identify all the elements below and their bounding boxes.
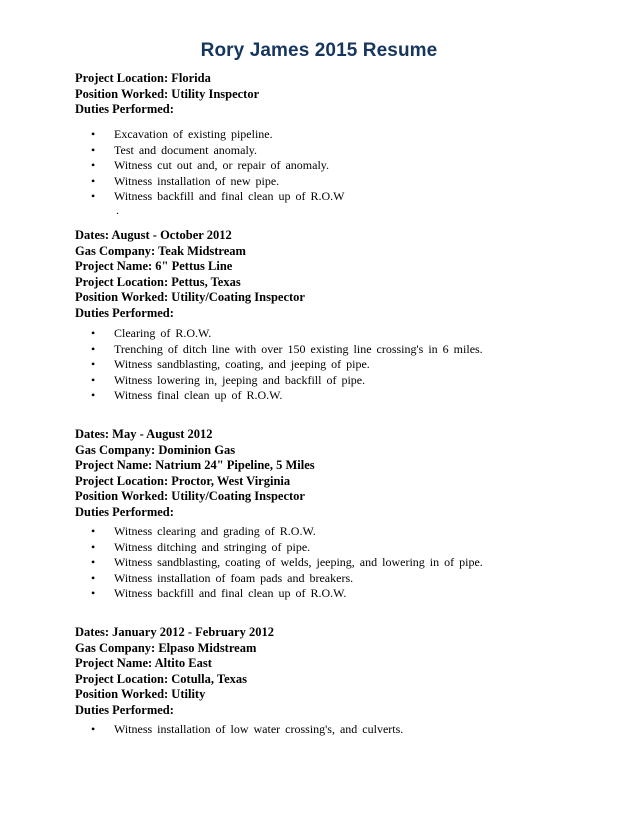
duties-heading: Duties Performed: — [75, 102, 174, 117]
bullet-icon: • — [91, 372, 96, 387]
bullet-icon: • — [91, 388, 96, 403]
trailing-period: . — [116, 203, 119, 217]
section-header — [75, 625, 274, 719]
bullet-icon: • — [91, 586, 96, 601]
project-name: Project Name: Natrium 24" Pipeline, 5 Miles — [75, 458, 315, 473]
duties-heading: Duties Performed: — [75, 702, 174, 717]
section-header — [75, 427, 315, 521]
project-name: Project Name: 6" Pettus Line — [75, 259, 233, 274]
position-worked: Position Worked: Utility Inspector — [75, 86, 260, 101]
bullet-icon: • — [91, 173, 96, 188]
gas-company: Gas Company: Elpaso Midstream — [75, 640, 257, 655]
position-worked: Position Worked: Utility/Coating Inspector — [75, 290, 305, 305]
bullet-icon: • — [91, 524, 96, 538]
project-location: Project Location: Proctor, West Virginia — [75, 473, 291, 488]
resume-page: Rory James 2015 Resume Project Location: Florida Position Worked: Utility Inspector Duties Performed: • Excavation of existing pipeline. • Test and document anomaly. • Witness cut out and, or repair of anomaly. • Witness installation of new pipe. • Witness backfill and final clean up of R.O.W . Dates: August - October 2012 Gas Company: Teak Midstream Project Name: 6" Pettus Line Project Location: Pettus, Texas Position Worked: Utility/Coating Inspector Duties Performed: • Clearing of R.O.W. • Trenching of ditch line with over 150 existing line crossing's in 6 miles. • Witness sandblasting, coating, and jeeping of pipe. • Witness lowering in, jeeping and backfill of pipe. • Witness final clean up of R.O.W. Dates: May - August 2012 Gas Company: Dominion Gas Project Name: Natrium 24" Pipeline, 5 Miles Project Location: Proctor, West Virginia Position Worked: Utility/Coating Inspector Duties Performed: • Witness clearing and grading of R.O.W. • Witness ditching and stringing of pipe. • Witness sandblasting, coating of welds, jeeping, and lowering in of pipe. • Witness installation of foam pads and breakers. • Witness backfill and final clean up of R.O.W. Dates: January 2012 - February 2012 Gas Company: Elpaso Midstream Project Name: Altito East Project Location: Cotulla, Texas Position Worked: Utility Duties Performed: • Witness installation of low water crossing's, and culverts. — [0, 0, 638, 826]
section-header — [75, 71, 259, 118]
project-location: Project Location: Pettus, Texas — [75, 274, 241, 289]
bullet-icon: • — [91, 158, 96, 173]
gas-company: Gas Company: Teak Midstream — [75, 243, 246, 258]
bullet-icon: • — [91, 357, 96, 372]
dates: Dates: January 2012 - February 2012 — [75, 625, 274, 639]
position-worked: Position Worked: Utility — [75, 687, 206, 702]
bullet-icon: • — [91, 127, 96, 141]
bullet-icon: • — [91, 555, 96, 570]
section-header — [75, 228, 305, 322]
project-name: Project Name: Altito East — [75, 656, 212, 671]
duties-heading: Duties Performed: — [75, 305, 174, 320]
bullet-icon: • — [91, 326, 96, 340]
position-worked: Position Worked: Utility/Coating Inspector — [75, 489, 305, 504]
gas-company: Gas Company: Dominion Gas — [75, 442, 236, 457]
bullet-icon: • — [91, 142, 96, 157]
bullet-icon: • — [91, 722, 96, 736]
duties-heading: Duties Performed: — [75, 504, 174, 519]
project-location: Project Location: Florida — [75, 71, 211, 85]
bullet-icon: • — [91, 539, 96, 554]
dates: Dates: May - August 2012 — [75, 427, 213, 441]
bullet-icon: • — [91, 570, 96, 585]
project-location: Project Location: Cotulla, Texas — [75, 671, 247, 686]
bullet-icon: • — [91, 189, 96, 204]
page-title: Rory James 2015 Resume — [200, 40, 438, 61]
dates: Dates: August - October 2012 — [75, 228, 232, 242]
bullet-icon: • — [91, 341, 96, 356]
